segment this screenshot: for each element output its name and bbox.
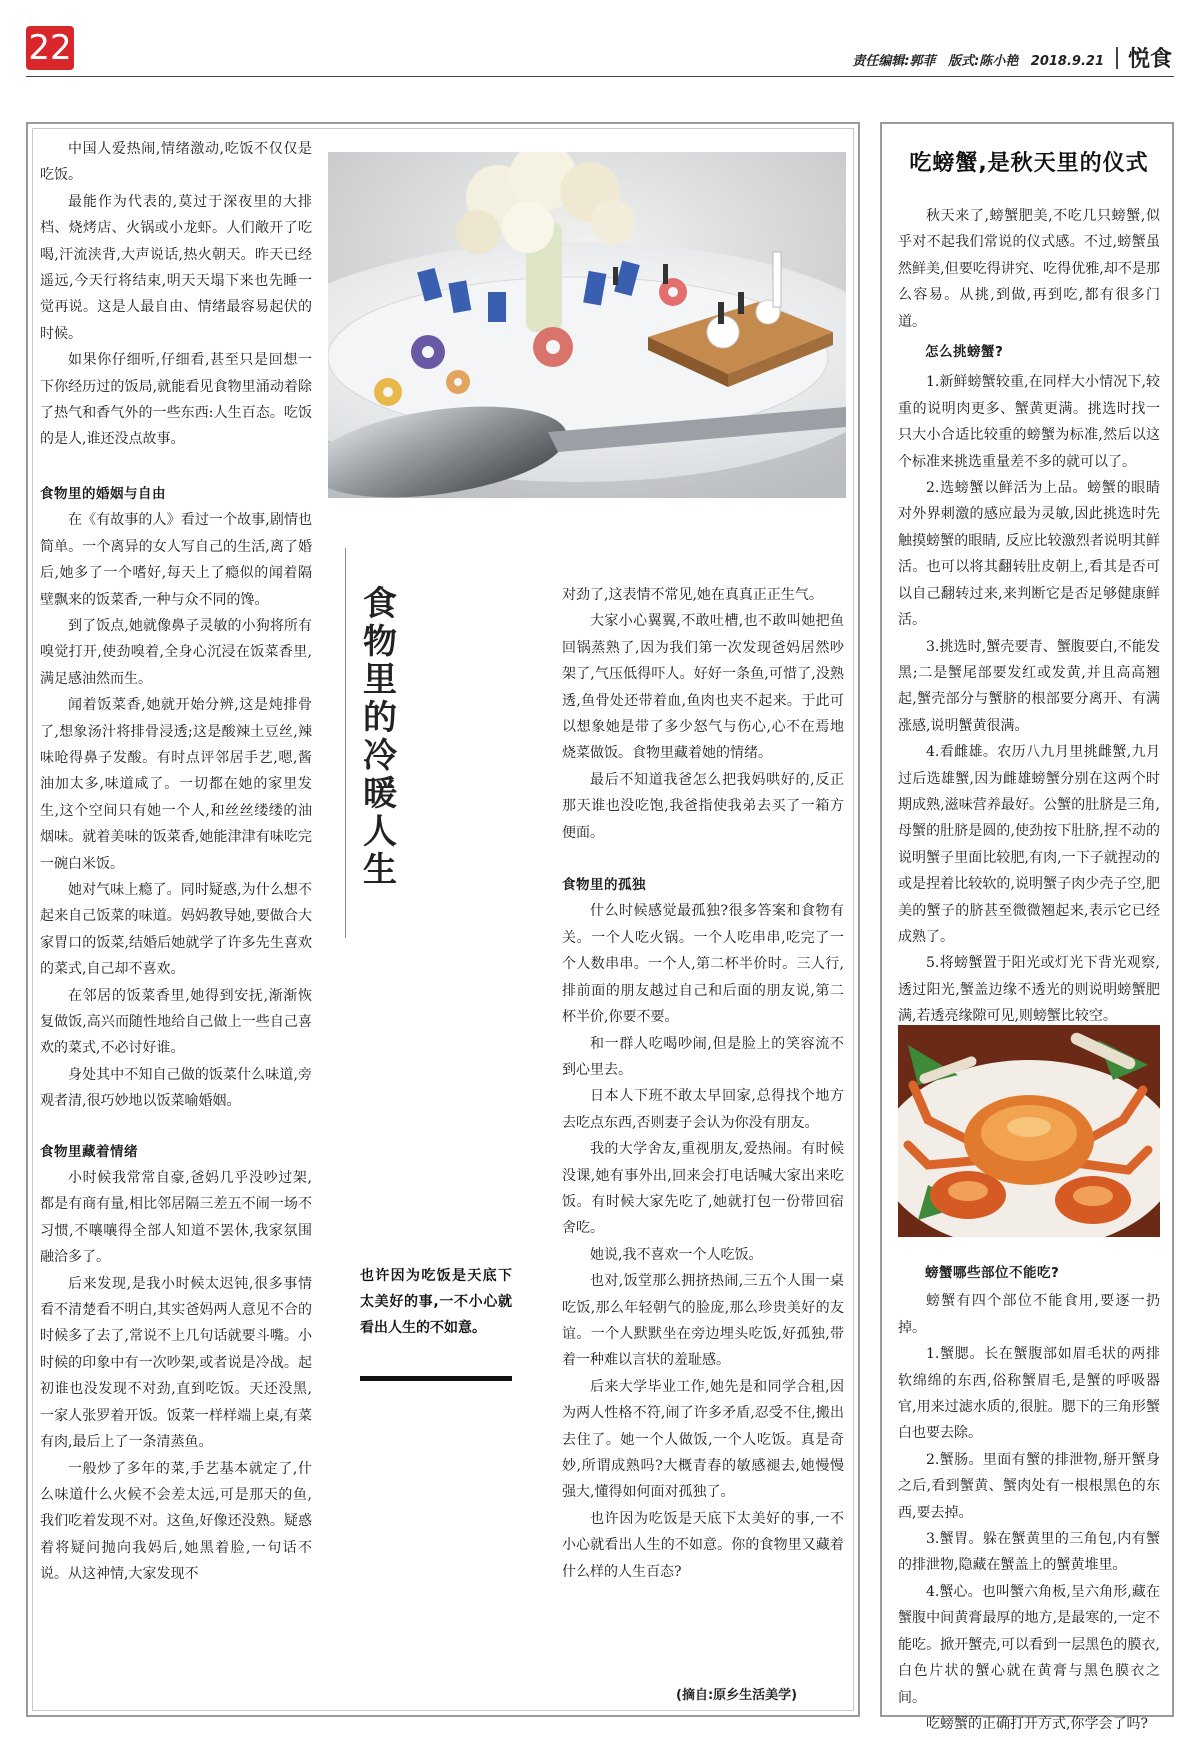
side-article-column-lower bbox=[898, 1260, 1160, 1737]
part-item: 3.蟹胃。躲在蟹黄里的三角包,内有蟹的排泄物,隐藏在蟹盖上的蟹黄堆里。 bbox=[898, 1531, 1160, 1574]
editor-credit: 责任编辑:郭菲 bbox=[852, 54, 936, 69]
paragraph: 也许因为吃饭是天底下太美好的事,一不小心就看出人生的不如意。你的食物里又藏着什么样的人生百态? bbox=[562, 1510, 844, 1580]
paragraph: 在邻居的饭菜香里,她得到安抚,渐渐恢复做饭,高兴而随性地给自己做上一些自己喜欢的菜式,不必讨好谁。 bbox=[40, 987, 312, 1057]
paragraph: 最能作为代表的,莫过于深夜里的大排档、烧烤店、火锅或小龙虾。人们敞开了吃喝,汗流浃背,大声说话,热火朝天。昨天已经遥远,今天行将结束,明天天塌下来也先睡一觉再说。这是人最自由、情绪最容易起伏的时候。 bbox=[40, 193, 312, 342]
subheading: 怎么挑螃蟹? bbox=[925, 344, 1004, 361]
paragraph: 中国人爱热闹,情绪激动,吃饭不仅仅是吃饭。 bbox=[40, 141, 312, 184]
subheading: 螃蟹哪些部位不能吃? bbox=[925, 1265, 1060, 1281]
tip-item: 4.看雌雄。农历八九月里挑雌蟹,九月过后选雄蟹,因为雌雄螃蟹分别在这两个时期成熟,滋味营养最好。公蟹的肚脐是三角,母蟹的肚脐是圆的,使劲按下肚脐,捏不动的说明蟹子里面比较肥,有肉,一下子就捏动的或是捏着比较软的,说明蟹子肉少壳子空,肥美的蟹子的脐甚至微微翘起来,表示它已经成熟了。 bbox=[898, 744, 1160, 945]
subheading: 食物里的孤独 bbox=[562, 877, 646, 894]
tip-item: 2.选螃蟹以鲜活为上品。螃蟹的眼睛对外界刺激的感应最为灵敏,因此挑选时先触摸螃蟹的眼睛, 反应比较激烈者说明其鲜活。也可以将其翻转肚皮朝上,看其是否可以自己翻转过来,来判断它是否足够健康鲜活。 bbox=[898, 480, 1160, 629]
paragraph: 她说,我不喜欢一个人吃饭。 bbox=[590, 1246, 763, 1263]
paragraph: 什么时候感觉最孤独?很多答案和食物有关。一个人吃火锅。一个人吃串串,吃完了一个人数串串。一个人,第二杯半价时。三人行,排前面的朋友越过自己和后面的朋友说,第二杯半价,你要不要。 bbox=[562, 903, 844, 1026]
miniature-plate-illustration bbox=[328, 152, 846, 498]
paragraph: 小时候我常常自豪,爸妈几乎没吵过架,都是有商有量,相比邻居隔三差五不闹一场不习惯,不嚷嚷得全部人知道不罢休,我家氛围融洽多了。 bbox=[40, 1170, 312, 1266]
paragraph: 也对,饭堂那么拥挤热闹,三五个人围一桌吃饭,那么年轻朝气的脸庞,那么珍贵美好的友谊。一个人默默坐在旁边埋头吃饭,好孤独,带着一种难以言状的羞耻感。 bbox=[562, 1273, 844, 1369]
part-item: 1.蟹腮。长在蟹腹部如眉毛状的两排软绵绵的东西,俗称蟹眉毛,是蟹的呼吸器官,用来过滤水质的,很脏。腮下的三角形蟹白也要去除。 bbox=[898, 1346, 1160, 1442]
tip-item: 5.将螃蟹置于阳光或灯光下背光观察,透过阳光,蟹盖边缘不透光的则说明螃蟹肥满,若透亮缘隙可见,则螃蟹比较空。 bbox=[898, 955, 1160, 1025]
paragraph: 吃螃蟹的正确打开方式,你学会了吗? bbox=[926, 1715, 1148, 1732]
paragraph: 大家小心翼翼,不敢吐槽,也不敢叫她把鱼回锅蒸熟了,因为我们第一次发现爸妈居然吵架了,气压低得吓人。好好一条鱼,可惜了,没熟透,鱼骨处还带着血,鱼肉也夹不起来。于此可以想象她是带了多少怒气与伤心,心不在焉地烧菜做饭。食物里藏着她的情绪。 bbox=[562, 613, 844, 762]
article-title: 食物里的冷暖人生 bbox=[363, 584, 397, 890]
header-credits bbox=[844, 50, 1104, 69]
paragraph: 到了饭点,她就像鼻子灵敏的小狗将所有嗅觉打开,使劲嗅着,全身心沉浸在饭菜香里,满足感油然而生。 bbox=[40, 617, 312, 687]
paragraph: 身处其中不知自己做的饭菜什么味道,旁观者清,很巧妙地以饭菜喻婚姻。 bbox=[40, 1066, 312, 1110]
paragraph: 我的大学舍友,重视朋友,爱热闹。有时候没课,她有事外出,回来会打电话喊大家出来吃饭。有时候大家先吃了,她就打包一份带回宿舍吃。 bbox=[562, 1141, 844, 1237]
issue-date: 2018.9.21 bbox=[1030, 54, 1104, 69]
part-item: 4.蟹心。也叫蟹六角板,呈六角形,藏在蟹腹中间黄膏最厚的地方,是最寒的,一定不能吃。掀开蟹壳,可以看到一层黑色的膜衣,白色片状的蟹心就在黄膏与黑色膜衣之间。 bbox=[898, 1583, 1160, 1706]
paragraph: 后来大学毕业工作,她先是和同学合租,因为两人性格不符,闹了许多矛盾,忍受不住,搬出去住了。她一个人做饭,一个人吃饭。真是奇妙,所谓成熟吗?大概青春的敏感褪去,她慢慢强大,懂得如何面对孤独了。 bbox=[562, 1378, 844, 1501]
paragraph: 如果你仔细听,仔细看,甚至只是回想一下你经历过的饭局,就能看见食物里涌动着除了热气和香气外的一些东西:人生百态。吃饭的是人,谁还没点故事。 bbox=[40, 352, 312, 448]
layout-credit: 版式:陈小艳 bbox=[948, 54, 1019, 69]
title-divider bbox=[345, 548, 346, 938]
article-column-2 bbox=[562, 582, 844, 1585]
header-divider bbox=[1116, 47, 1118, 69]
section-name: 悦食 bbox=[1127, 47, 1172, 72]
paragraph: 日本人下班不敢太早回家,总得找个地方去吃点东西,否则妻子会认为你没有朋友。 bbox=[562, 1088, 844, 1131]
paragraph: 在《有故事的人》看过一个故事,剧情也简单。一个离异的女人写自己的生活,离了婚后,她多了一个嗜好,每天上了瘾似的闻着隔壁飘来的饭菜香,一种与众不同的馋。 bbox=[40, 512, 312, 608]
paragraph: 闻着饭菜香,她就开始分辨,这是炖排骨了,想象汤汁将排骨浸透;这是酸辣土豆丝,辣味呛得鼻子发酸。有时点评邻居手艺,嗯,酱油加太多,味道咸了。一切都在她的家里发生,这个空间只有她一个人,和丝丝缕缕的油烟味。就着美味的饭菜香,她能津津有味吃完一碗白米饭。 bbox=[40, 697, 312, 872]
main-photo bbox=[328, 152, 846, 498]
paragraph: 对劲了,这表情不常见,她在真真正正生气。 bbox=[562, 587, 823, 603]
part-item: 2.蟹肠。里面有蟹的排泄物,掰开蟹身之后,看到蟹黄、蟹肉处有一根根黑色的东西,要去掉。 bbox=[898, 1451, 1160, 1521]
pull-quote-bar bbox=[360, 1376, 512, 1381]
tip-item: 3.挑选时,蟹壳要青、蟹腹要白,不能发黑;二是蟹尾部要发红或发黄,并且高高翘起,蟹壳部分与蟹脐的根部要分离开、有满涨感,说明蟹黄很满。 bbox=[898, 638, 1160, 734]
crab-photo bbox=[898, 1025, 1160, 1237]
paragraph: 螃蟹有四个部位不能食用,要逐一扔掉。 bbox=[898, 1293, 1160, 1336]
article-source: (摘自:原乡生活美学) bbox=[676, 1688, 798, 1703]
paragraph: 一般炒了多年的菜,手艺基本就定了,什么味道什么火候不会差太远,可是那天的鱼,我们吃着发现不对。这鱼,好像还没熟。疑惑着将疑问抛向我妈后,她黑着脸,一句话不说。从这神情,大家发现不 bbox=[40, 1460, 312, 1583]
paragraph: 秋天来了,螃蟹肥美,不吃几只螃蟹,似乎对不起我们常说的仪式感。不过,螃蟹虽然鲜美,但要吃得讲究、吃得优雅,却不是那么容易。从挑,到做,再到吃,都有很多门道。 bbox=[898, 208, 1160, 330]
paragraph: 她对气味上瘾了。同时疑惑,为什么想不起来自己饭菜的味道。妈妈教导她,要做合大家胃口的饭菜,结婚后她就学了许多先生喜欢的菜式,自己却不喜欢。 bbox=[40, 881, 312, 978]
article-column-1 bbox=[40, 136, 312, 1588]
crab-dish-illustration bbox=[898, 1025, 1160, 1237]
pull-quote: 也许因为吃饭是天底下太美好的事,一不小心就看出人生的不如意。 bbox=[360, 1268, 512, 1336]
subheading: 食物里的婚姻与自由 bbox=[40, 485, 166, 502]
page-number: 22 bbox=[26, 26, 74, 70]
tip-item: 1.新鲜螃蟹较重,在同样大小情况下,较重的说明肉更多、蟹黄更满。挑选时找一只大小合适比较重的螃蟹为标准,然后以这个标准来挑选重量差不多的就可以了。 bbox=[898, 374, 1160, 470]
paragraph: 和一群人吃喝吵闹,但是脸上的笑容流不到心里去。 bbox=[562, 1035, 844, 1078]
paragraph: 最后不知道我爸怎么把我妈哄好的,反正那天谁也没吃饱,我爸指使我弟去买了一箱方便面。 bbox=[562, 771, 844, 841]
side-article-title: 吃螃蟹,是秋天里的仪式 bbox=[909, 151, 1149, 176]
header-rule bbox=[26, 76, 1174, 77]
subheading: 食物里藏着情绪 bbox=[40, 1143, 138, 1160]
side-article-column bbox=[898, 203, 1160, 1030]
paragraph: 后来发现,是我小时候太迟钝,很多事情看不清楚看不明白,其实爸妈两人意见不合的时候多了去了,常说不上几句话就要斗嘴。小时候的印象中有一次吵架,或者说是冷战。起初谁也没发现不对劲,直到吃饭。天还没黑,一家人张罗着开饭。饭菜一样样端上桌,有菜有肉,最后上了一条清蒸鱼。 bbox=[40, 1275, 312, 1451]
